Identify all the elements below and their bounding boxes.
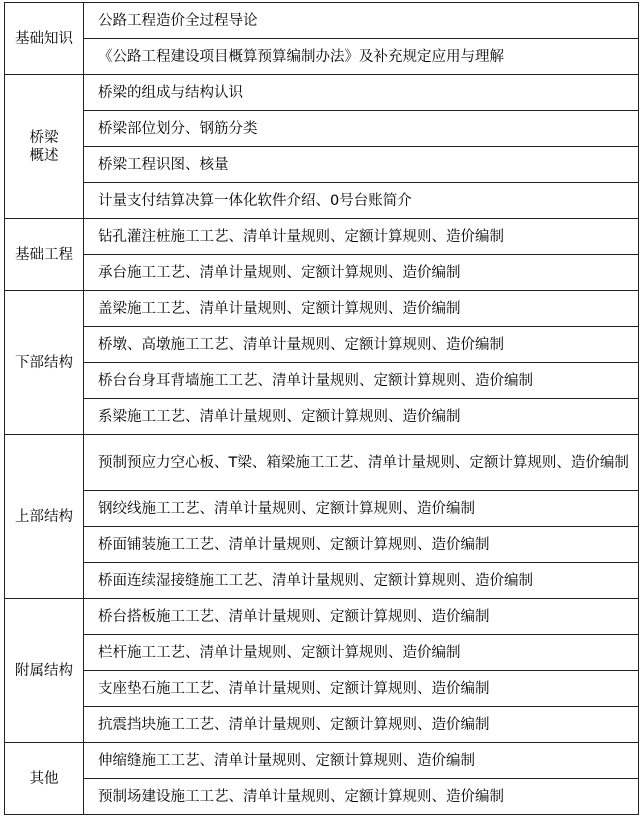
table-row (5, 3, 639, 39)
item-cell: 桥面铺装施工工艺、清单计量规则、定额计算规则、造价编制 (84, 527, 639, 563)
table-row (5, 255, 639, 291)
item-cell: 预制预应力空心板、T梁、箱梁施工工艺、清单计量规则、定额计算规则、造价编制 (84, 435, 639, 491)
item-cell: 钻孔灌注桩施工工艺、清单计量规则、定额计算规则、造价编制 (84, 219, 639, 255)
table-row (5, 399, 639, 435)
category-label-line: 概述 (29, 147, 59, 164)
item-cell: 预制场建设施工工艺、清单计量规则、定额计算规则、造价编制 (84, 779, 639, 815)
category-cell-substructure: 下部结构 (5, 291, 84, 435)
item-cell: 抗震挡块施工工艺、清单计量规则、定额计算规则、造价编制 (84, 707, 639, 743)
table-row (5, 219, 639, 255)
table-row (5, 147, 639, 183)
category-label (7, 129, 81, 165)
table-row (5, 291, 639, 327)
course-outline-table (4, 2, 639, 815)
table-row (5, 635, 639, 671)
item-cell: 公路工程造价全过程导论 (84, 3, 639, 39)
item-cell: 计量支付结算决算一体化软件介绍、0号台账简介 (84, 183, 639, 219)
item-cell: 钢绞线施工工艺、清单计量规则、定额计算规则、造价编制 (84, 491, 639, 527)
table-row (5, 111, 639, 147)
table-row (5, 75, 639, 111)
table-row (5, 327, 639, 363)
item-cell: 桥梁部位划分、钢筋分类 (84, 111, 639, 147)
category-cell-superstructure: 上部结构 (5, 435, 84, 599)
table-row (5, 779, 639, 815)
table-row (5, 183, 639, 219)
item-cell: 支座垫石施工工艺、清单计量规则、定额计算规则、造价编制 (84, 671, 639, 707)
table-row (5, 563, 639, 599)
category-cell-foundation: 基础工程 (5, 219, 84, 291)
item-cell: 《公路工程建设项目概算预算编制办法》及补充规定应用与理解 (84, 39, 639, 75)
item-cell: 伸缩缝施工工艺、清单计量规则、定额计算规则、造价编制 (84, 743, 639, 779)
category-label-line: 桥梁 (29, 129, 59, 146)
table-row (5, 743, 639, 779)
table-row (5, 39, 639, 75)
item-cell: 栏杆施工工艺、清单计量规则、定额计算规则、造价编制 (84, 635, 639, 671)
item-cell: 桥台台身耳背墙施工工艺、清单计量规则、定额计算规则、造价编制 (84, 363, 639, 399)
category-cell-bridge-overview (5, 75, 84, 219)
table-row (5, 707, 639, 743)
table-row (5, 671, 639, 707)
category-cell-basics: 基础知识 (5, 3, 84, 75)
item-cell: 盖梁施工工艺、清单计量规则、定额计算规则、造价编制 (84, 291, 639, 327)
table-row (5, 435, 639, 491)
table-row (5, 363, 639, 399)
item-cell: 桥台搭板施工工艺、清单计量规则、定额计算规则、造价编制 (84, 599, 639, 635)
item-cell: 系梁施工工艺、清单计量规则、定额计算规则、造价编制 (84, 399, 639, 435)
item-cell: 桥梁工程识图、核量 (84, 147, 639, 183)
table-row (5, 491, 639, 527)
table-row (5, 527, 639, 563)
category-cell-ancillary: 附属结构 (5, 599, 84, 743)
category-cell-other: 其他 (5, 743, 84, 815)
item-cell: 桥梁的组成与结构认识 (84, 75, 639, 111)
table-row (5, 599, 639, 635)
item-cell: 桥面连续湿接缝施工工艺、清单计量规则、定额计算规则、造价编制 (84, 563, 639, 599)
item-cell: 承台施工工艺、清单计量规则、定额计算规则、造价编制 (84, 255, 639, 291)
item-cell: 桥墩、高墩施工工艺、清单计量规则、定额计算规则、造价编制 (84, 327, 639, 363)
